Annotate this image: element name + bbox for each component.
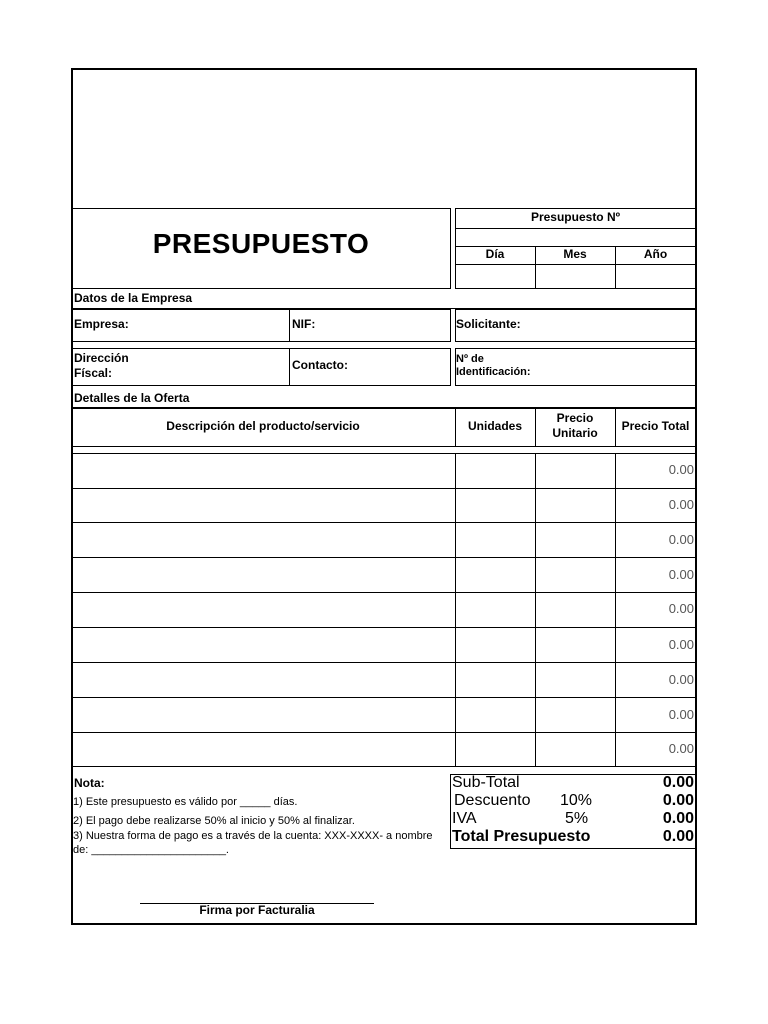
divider <box>71 697 697 698</box>
notes-title: Nota: <box>74 776 105 790</box>
divider <box>71 522 697 523</box>
page-title: PRESUPUESTO <box>152 228 370 259</box>
col-unit-price-header-line1: Precio <box>556 411 594 425</box>
empresa-label: Empresa: <box>74 317 129 331</box>
total-label: Total Presupuesto <box>452 828 591 845</box>
divider <box>289 309 290 342</box>
divider <box>289 348 290 386</box>
day-label: Día <box>485 247 505 261</box>
note-line-2: 2) El pago debe realizarse 50% al inicio y 50% al finalizar. <box>73 815 355 827</box>
solicitante-label: Solicitante: <box>456 317 521 331</box>
divider <box>71 592 697 593</box>
row-total-price: 0.00 <box>668 672 694 687</box>
divider <box>71 662 697 663</box>
row-total-price: 0.00 <box>668 462 694 477</box>
contacto-field[interactable] <box>352 350 448 384</box>
discount-label: Descuento <box>454 792 531 809</box>
col-units-header: Unidades <box>467 419 522 433</box>
month-field[interactable] <box>536 265 614 288</box>
total-value: 0.00 <box>662 828 694 845</box>
company-section-label: Datos de la Empresa <box>74 291 193 305</box>
note-line-3: 3) Nuestra forma de pago es a través de la cuenta: XXX-XXXX- a nombre <box>73 830 433 842</box>
divider <box>455 453 456 767</box>
solicitante-field[interactable] <box>530 311 693 340</box>
signature-label: Firma por Facturalia <box>199 903 315 917</box>
row-total-price: 0.00 <box>668 741 694 756</box>
year-label: Año <box>643 247 668 261</box>
iva-rate: 5% <box>565 810 589 827</box>
direccion-field[interactable] <box>140 350 285 384</box>
row-total-price: 0.00 <box>668 637 694 652</box>
offer-section-label: Detalles de la Oferta <box>74 391 190 405</box>
row-total-price: 0.00 <box>668 601 694 616</box>
divider <box>71 627 697 628</box>
note-line-4: de: ______________________. <box>73 844 229 856</box>
row-total-price: 0.00 <box>668 532 694 547</box>
divider <box>535 453 536 767</box>
year-field[interactable] <box>616 265 695 288</box>
identificacion-field[interactable] <box>540 350 693 384</box>
identificacion-label-line2: Identificación: <box>456 366 531 378</box>
day-field[interactable] <box>456 265 534 288</box>
iva-value: 0.00 <box>662 810 694 827</box>
col-unit-price-header-line2: Unitario <box>552 426 598 440</box>
divider <box>71 488 697 489</box>
discount-rate: 10% <box>560 792 593 809</box>
row-total-price: 0.00 <box>668 567 694 582</box>
budget-number-label: Presupuesto Nº <box>530 210 621 224</box>
contacto-label: Contacto: <box>292 358 348 372</box>
col-description-header: Descripción del producto/servicio <box>166 419 360 433</box>
subtotal-value: 0.00 <box>662 774 694 791</box>
nif-label: NIF: <box>292 317 316 331</box>
note-line-1: 1) Este presupuesto es válido por _____ días. <box>73 796 298 808</box>
col-total-price-header: Precio Total <box>621 419 690 433</box>
identificacion-label-line1: Nº de <box>456 353 484 365</box>
iva-label: IVA <box>452 810 477 827</box>
empresa-field[interactable] <box>140 311 285 340</box>
divider <box>71 557 697 558</box>
divider <box>455 228 696 229</box>
nif-field[interactable] <box>320 311 448 340</box>
direccion-label-line2: Físcal: <box>74 366 113 380</box>
month-label: Mes <box>563 247 587 261</box>
direccion-label-line1: Dirección <box>74 351 129 365</box>
discount-value: 0.00 <box>662 792 694 809</box>
row-total-price: 0.00 <box>668 497 694 512</box>
items-table-body <box>71 453 697 767</box>
subtotal-label: Sub-Total <box>452 774 520 791</box>
divider <box>71 732 697 733</box>
row-total-price: 0.00 <box>668 707 694 722</box>
